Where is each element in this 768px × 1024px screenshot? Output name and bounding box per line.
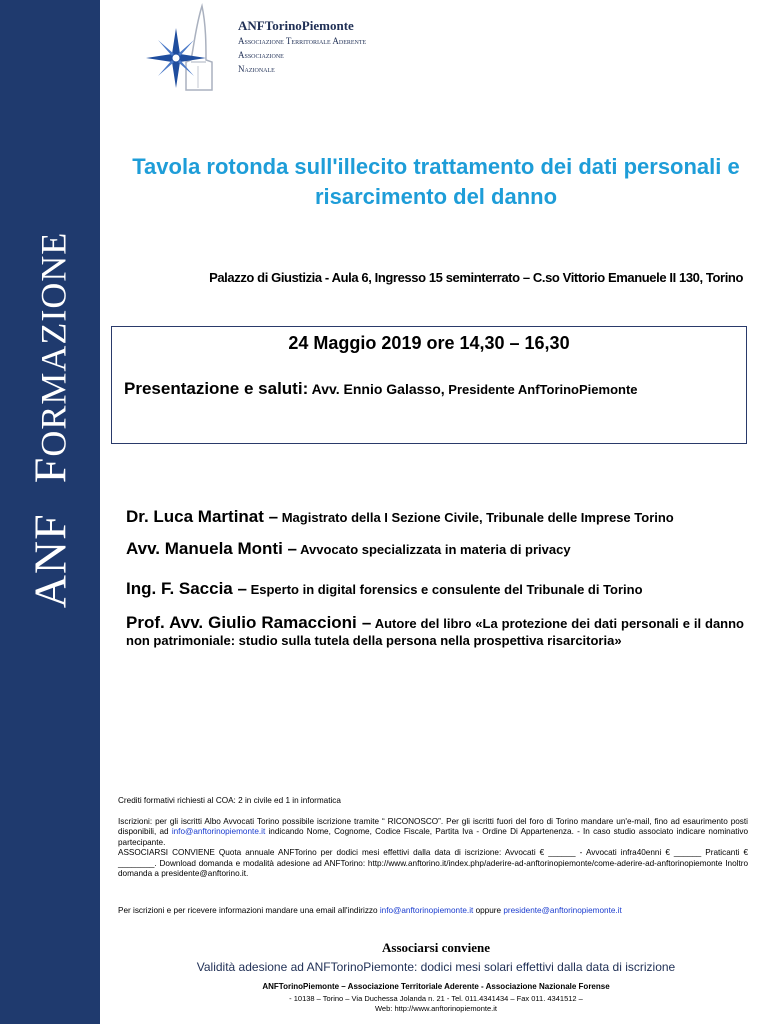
footer-organization: ANFTorinoPiemonte – Associazione Territoriale Aderente - Associazione Nazionale Forense	[262, 982, 610, 991]
speaker-name: Dr. Luca Martinat –	[126, 507, 279, 526]
contact-or: oppure	[473, 906, 504, 915]
sidebar-word-initial: F	[24, 456, 76, 484]
date-box	[111, 326, 747, 444]
contact-line	[118, 906, 748, 915]
organization-header	[238, 18, 366, 76]
compass-star-icon	[146, 28, 206, 88]
speaker-name: Avv. Manuela Monti –	[126, 539, 297, 558]
footer-web[interactable]: Web: http://www.anftorinopiemonte.it	[374, 1004, 497, 1013]
presentation-person: Avv. Ennio Galasso,	[308, 381, 445, 397]
contact-text: Per iscrizioni e per ricevere informazioni mandare una email all'indirizzo	[118, 906, 380, 915]
sidebar-title	[24, 232, 77, 609]
presentation-role: Presidente AnfTorinoPiemonte	[444, 382, 638, 397]
sidebar-word-rest: ORMAZIONE	[33, 231, 74, 457]
contact-email-president-link[interactable]: presidente@anftorinopiemonte.it	[503, 906, 622, 915]
sidebar-band	[0, 0, 100, 1024]
iscrizioni-note	[118, 817, 748, 849]
speaker-name: Prof. Avv. Giulio Ramaccioni –	[126, 613, 372, 632]
event-location: Palazzo di Giustizia - Aula 6, Ingresso 15 seminterrato – C.so Vittorio Emanuele II 130, Torino	[209, 270, 743, 285]
footer-title: Associarsi conviene	[382, 940, 490, 955]
speaker-item	[126, 540, 744, 558]
speaker-item	[126, 508, 744, 526]
footer-address: - 10138 – Torino – Via Duchessa Jolanda n. 21 - Tel. 011.4341434 – Fax 011. 4341512 –	[289, 994, 583, 1003]
speaker-description: Autore del libro «La protezione dei dati personali e il danno non patrimoniale: studio sulla tutela della persona nella prospettiva risarcitoria»	[126, 616, 744, 648]
org-title: ANFTorinoPiemonte	[238, 18, 354, 33]
speaker-description: Magistrato della I Sezione Civile, Tribunale delle Imprese Torino	[278, 510, 674, 525]
iscrizioni-text-end: indicando Nome, Cognome, Codice Fiscale, Partita Iva - Ordine Di Appartenenza. - In caso studio associato indicare nominativo partecipante.	[118, 827, 749, 847]
org-line-3: Nazionale	[238, 64, 275, 74]
speaker-list	[126, 508, 744, 667]
associarsi-note: ASSOCIARSI CONVIENE Quota annuale ANFTorino per dodici mesi effettivi dalla data di iscrizione: Avvocati € ______ - Avvocati infra40enni € ______ Praticanti € ________. Download domanda e modalità adesione ad ANFTorino: http://www.anftorino.it/index.php/aderire-ad-anftorinopiemonte/come-aderire-ad-anftorinopiemonte Inoltro domanda a presidente@anftorino.it.	[118, 848, 748, 878]
speaker-description: Esperto in digital forensics e consulente del Tribunale di Torino	[246, 582, 643, 597]
speaker-description: Avvocato specializzata in materia di privacy	[296, 542, 571, 557]
speaker-item	[126, 614, 744, 649]
event-title: Tavola rotonda sull'illecito trattamento dei dati personali e risarcimento del danno	[132, 154, 740, 209]
presentation-label: Presentazione e saluti:	[124, 379, 309, 398]
footer-validity: Validità adesione ad ANFTorinoPiemonte: dodici mesi solari effettivi dalla data di iscrizione	[196, 960, 676, 974]
credits-note: Crediti formativi richiesti al COA: 2 in civile ed 1 in informatica	[118, 796, 341, 805]
contact-email-info-link[interactable]: info@anftorinopiemonte.it	[379, 906, 474, 915]
speaker-item	[126, 580, 744, 598]
presentation-line	[124, 379, 638, 399]
org-line-1: Associazione Territoriale Aderente	[238, 36, 367, 46]
event-date: 24 Maggio 2019 ore 14,30 – 16,30	[288, 333, 570, 353]
iscrizioni-text: Iscrizioni: per gli iscritti Albo Avvocati Torino possibile iscrizione tramite “ RICONOSCO”. Per gli iscritti fuori del foro di Torino mandare un'e-mail, fino ad esaurimento posti disponibili, ad	[118, 816, 748, 836]
iscrizioni-email-link[interactable]: info@anftorinopiemonte.it	[171, 827, 266, 836]
org-line-2: Associazione	[238, 50, 284, 60]
registration-notes	[118, 796, 748, 880]
sidebar-word-anf: ANF	[24, 513, 76, 609]
speaker-name: Ing. F. Saccia –	[126, 579, 247, 598]
mole-antonelliana-logo-icon	[136, 0, 232, 110]
